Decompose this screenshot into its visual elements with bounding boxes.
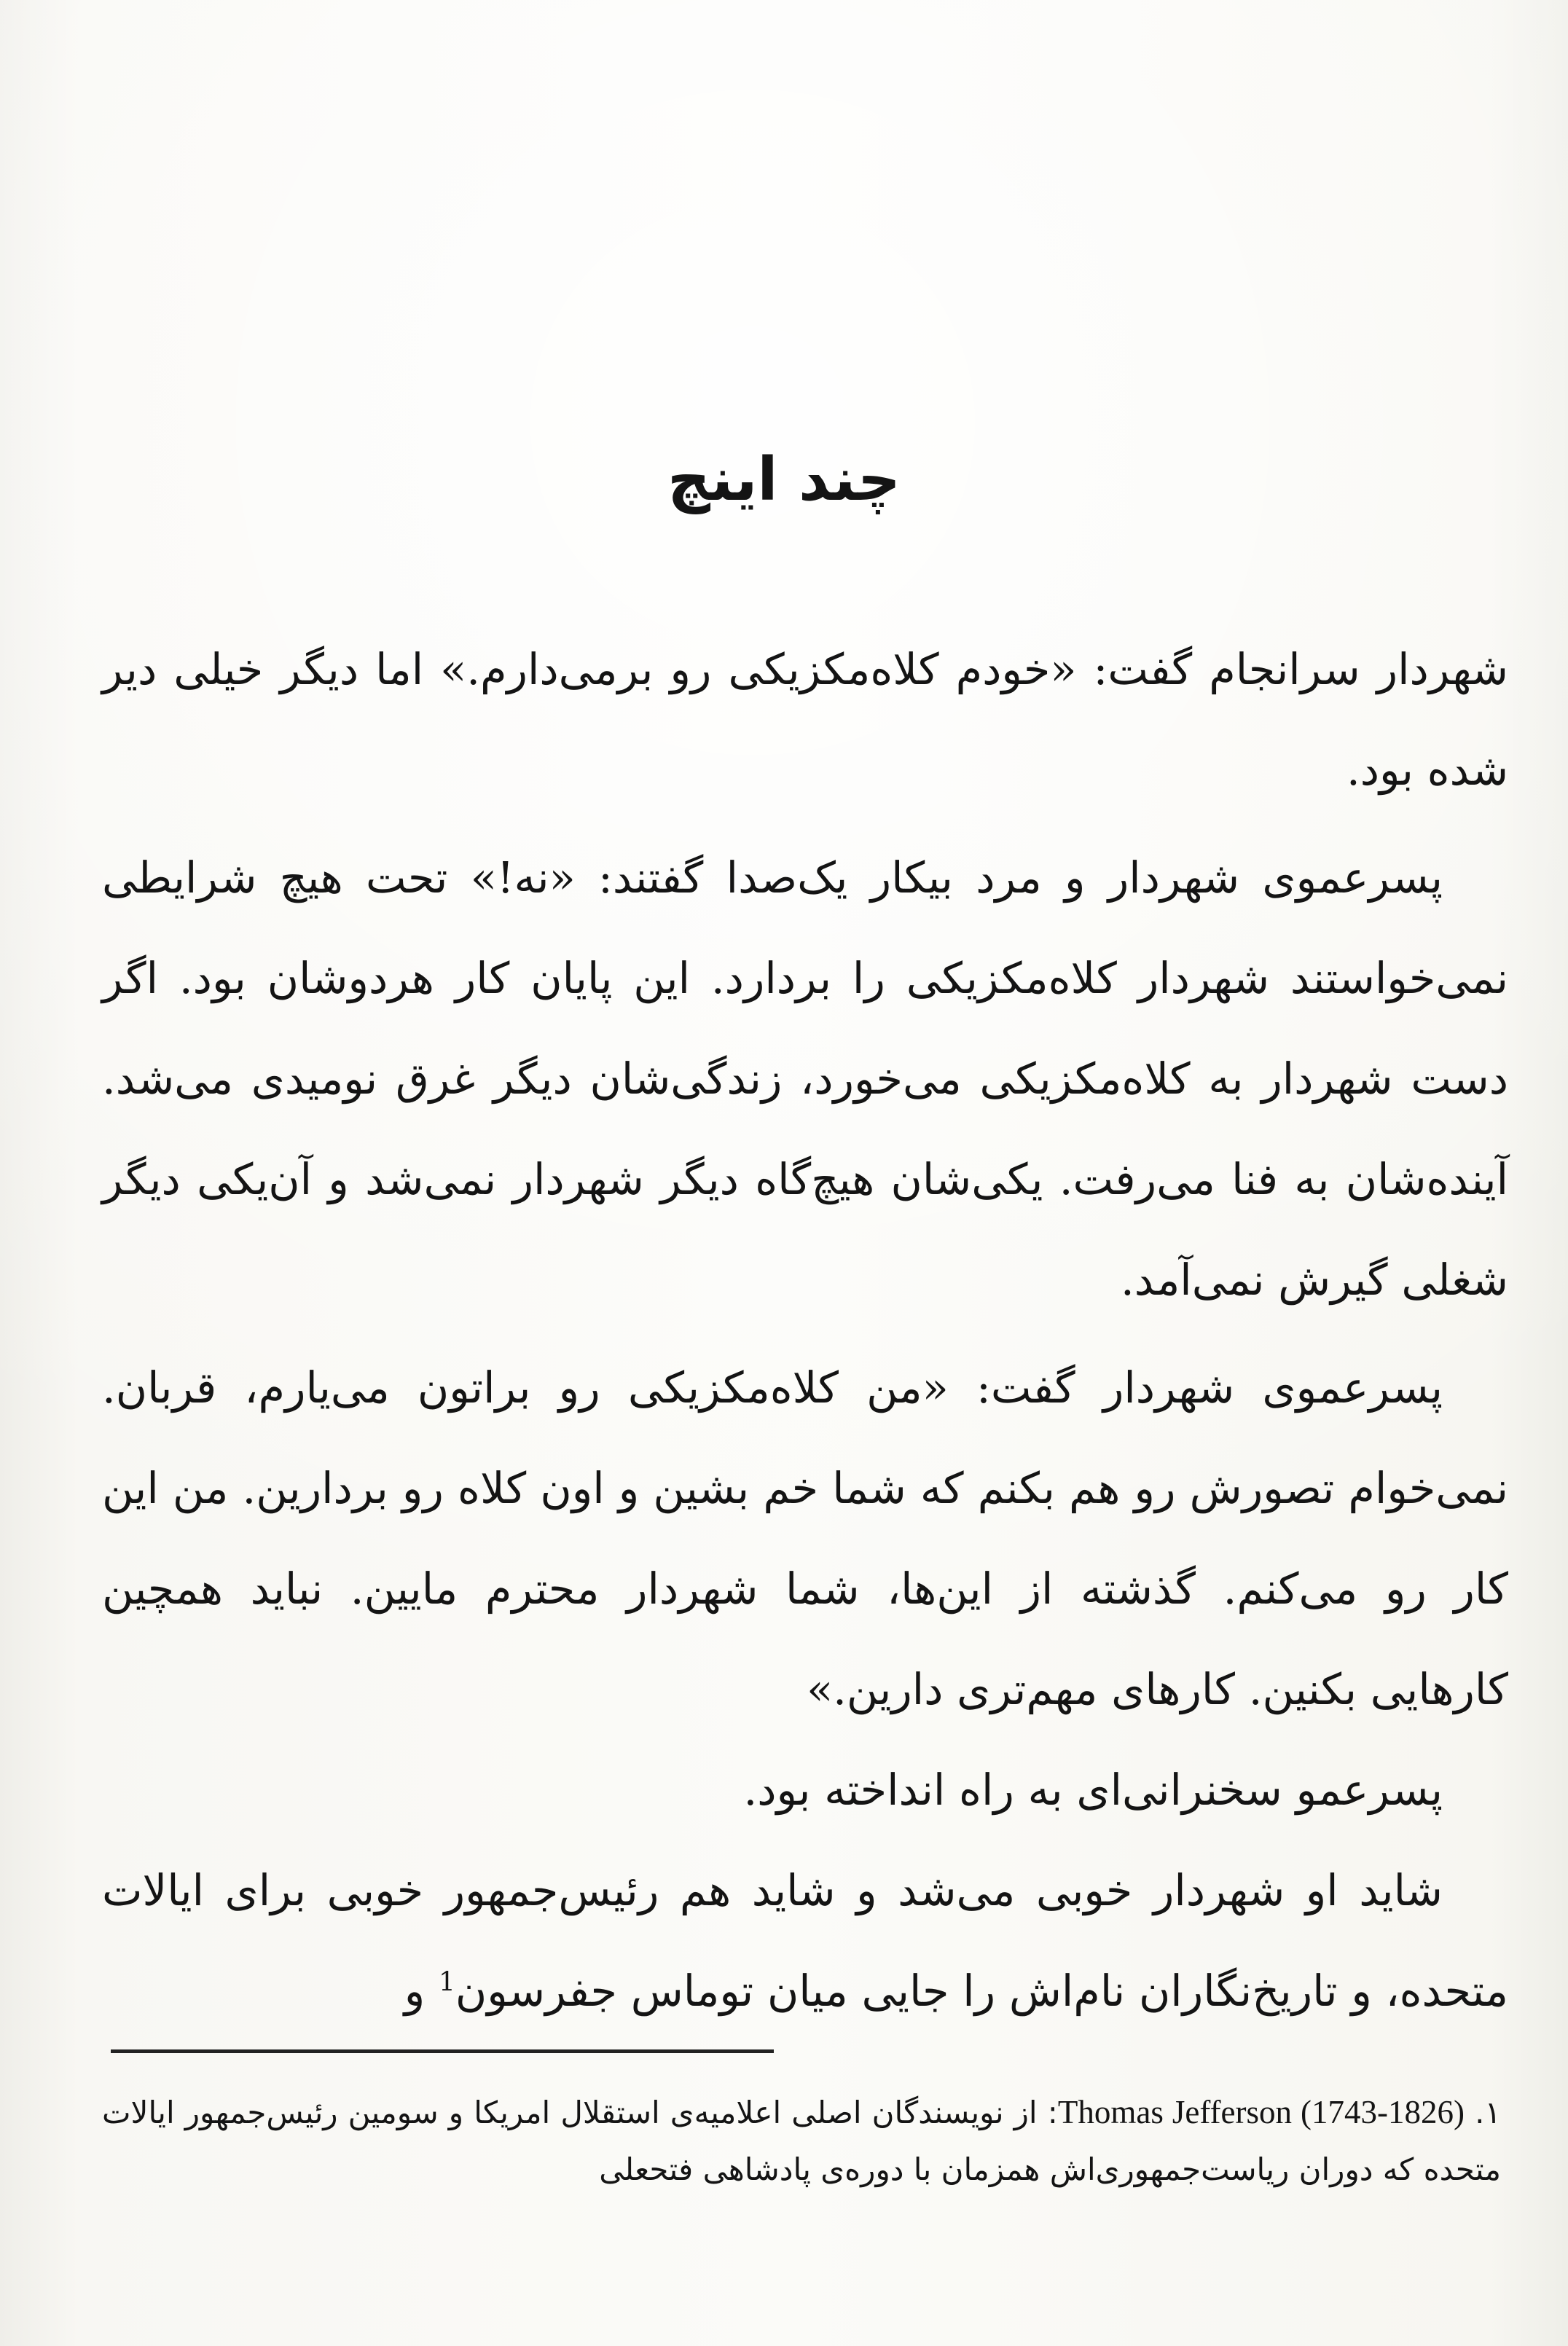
footnote-reference: 1 [438, 1967, 455, 1998]
paragraph-5-tail: و [404, 1966, 439, 2016]
footnote-number: ۱. [1475, 2095, 1501, 2130]
chapter-title: چند اینچ [667, 445, 901, 514]
footnote-divider [111, 2049, 774, 2053]
paragraph-4: پسرعمو سخنرانی‌ای به راه انداخته بود. [743, 1765, 1443, 1815]
paragraph-5-text: شاید او شهردار خوبی می‌شد و شاید هم رئیس‌جمهور خوبی برای ایالات متحده، و تاریخ‌نگاران نام‌اش را جایی میان توماس جفرسون [102, 1865, 1508, 2016]
paragraph-3: پسرعموی شهردار گفت: «من کلاه‌مکزیکی رو براتون می‌یارم، قربان. نمی‌خوام تصورش رو هم بکنم که شما خم بشین و اون کلاه رو بردارین. من این کار رو می‌کنم. گذشته از این‌ها، شما شهردار محترم مایین. نباید همچین کارهایی بکنین. کارهای مهم‌تری دارین.» [102, 1362, 1508, 1714]
paragraph-2: پسرعموی شهردار و مرد بیکار یک‌صدا گفتند: «نه!» تحت هیچ شرایطی نمی‌خواستند شهردار کلاه‌مکزیکی را بردارد. این پایان کار هردوشان بود. اگر دست شهردار به کلاه‌مکزیکی می‌خورد، زندگی‌شان دیگر غرق نومیدی می‌شد. آینده‌شان به فنا می‌رفت. یکی‌شان هیچ‌گاه دیگر شهردار نمی‌شد و آن‌یکی دیگر شغلی گیرش نمی‌آمد. [102, 852, 1508, 1305]
paragraph-5 [102, 1840, 1508, 2041]
paragraph-1: شهردار سرانجام گفت: «خودم کلاه‌مکزیکی رو برمی‌دارم.» اما دیگر خیلی دیر شده بود. [102, 644, 1508, 795]
chapter-body [102, 619, 1508, 2041]
footnote-text: : از نویسندگان اصلی اعلامیه‌ی استقلال امریکا و سومین رئیس‌جمهور ایالات متحده که دوران ریاست‌جمهوری‌اش همزمان با دوره‌ی پادشاهی فتحعلی [102, 2095, 1501, 2187]
footnote [102, 2084, 1501, 2198]
footnote-english-name: Thomas Jefferson (1743-1826) [1057, 2094, 1465, 2130]
